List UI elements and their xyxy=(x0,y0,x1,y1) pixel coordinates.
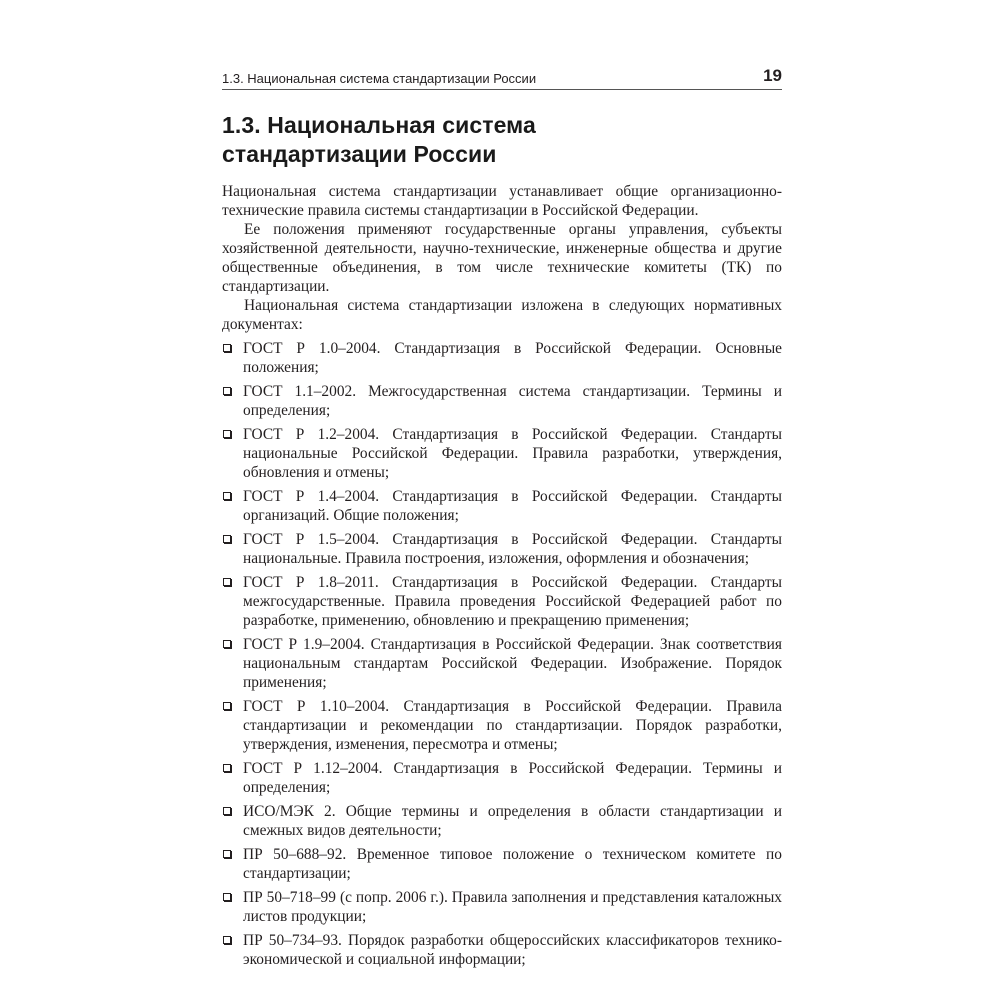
paragraph: Национальная система стандартизации изложена в следующих нормативных документах: xyxy=(222,297,782,333)
list-item xyxy=(222,573,782,630)
book-page xyxy=(222,64,782,969)
list-item xyxy=(222,931,782,969)
list-item xyxy=(222,697,782,754)
list-item-text: ПР 50–688–92. Временное типовое положение о техническом комитете по стандартизации; xyxy=(243,846,782,882)
list-item xyxy=(222,425,782,482)
running-head-title: 1.3. Национальная система стандартизации России xyxy=(222,71,537,86)
checkbox-square-icon xyxy=(223,578,231,586)
list-item xyxy=(222,802,782,840)
list-item-text: ГОСТ Р 1.8–2011. Стандартизация в Российской Федерации. Стандарты межгосударственные. Правила проведения Российской Федерацией работ по разработке, применению, обновлению и прекращению применения; xyxy=(243,574,782,629)
section-heading xyxy=(222,111,782,169)
section-heading-line2: стандартизации России xyxy=(222,141,497,167)
checkbox-square-icon xyxy=(223,764,231,772)
list-item-text: ПР 50–718–99 (с попр. 2006 г.). Правила заполнения и представления каталожных листов продукции; xyxy=(243,889,782,925)
paragraph: Ее положения применяют государственные органы управления, субъекты хозяйственной деятельности, научно-технические, инженерные общества и другие общественные объединения, в том числе технические комитеты (ТК) по стандартизации. xyxy=(222,221,782,295)
checkbox-square-icon xyxy=(223,936,231,944)
checkbox-square-icon xyxy=(223,492,231,500)
list-item xyxy=(222,635,782,692)
list-item-text: ГОСТ Р 1.9–2004. Стандартизация в Российской Федерации. Знак соответствия национальным стандартам Российской Федерации. Изображение. Порядок применения; xyxy=(243,636,782,691)
list-item xyxy=(222,888,782,926)
section-heading-line1: 1.3. Национальная система xyxy=(222,112,536,138)
checkbox-square-icon xyxy=(223,850,231,858)
list-item-text: ГОСТ Р 1.5–2004. Стандартизация в Российской Федерации. Стандарты национальные. Правила построения, изложения, оформления и обозначения; xyxy=(243,531,782,567)
list-item xyxy=(222,487,782,525)
list-item-text: ГОСТ Р 1.2–2004. Стандартизация в Российской Федерации. Стандарты национальные Российской Федерации. Правила разработки, утверждения, обновления и отмены; xyxy=(243,426,782,481)
list-item xyxy=(222,339,782,377)
list-item xyxy=(222,530,782,568)
running-head xyxy=(222,64,782,90)
page-number: 19 xyxy=(763,66,782,85)
checkbox-square-icon xyxy=(223,640,231,648)
list-item xyxy=(222,759,782,797)
list-item xyxy=(222,382,782,420)
list-item-text: ИСО/МЭК 2. Общие термины и определения в области стандартизации и смежных видов деятельности; xyxy=(243,803,782,839)
paragraph: Национальная система стандартизации устанавливает общие организационно-технические правила системы стандартизации в Российской Федерации. xyxy=(222,183,782,219)
normative-documents-list xyxy=(222,339,782,969)
list-item xyxy=(222,845,782,883)
list-item-text: ГОСТ Р 1.10–2004. Стандартизация в Российской Федерации. Правила стандартизации и рекомендации по стандартизации. Порядок разработки, утверждения, изменения, пересмотра и отмены; xyxy=(243,698,782,753)
list-item-text: ГОСТ Р 1.0–2004. Стандартизация в Российской Федерации. Основные положения; xyxy=(243,340,782,376)
checkbox-square-icon xyxy=(223,430,231,438)
checkbox-square-icon xyxy=(223,387,231,395)
checkbox-square-icon xyxy=(223,535,231,543)
list-item-text: ГОСТ Р 1.4–2004. Стандартизация в Российской Федерации. Стандарты организаций. Общие положения; xyxy=(243,488,782,524)
checkbox-square-icon xyxy=(223,893,231,901)
list-item-text: ГОСТ Р 1.12–2004. Стандартизация в Российской Федерации. Термины и определения; xyxy=(243,760,782,796)
list-item-text: ПР 50–734–93. Порядок разработки общероссийских классификаторов технико-экономической и социальной информации; xyxy=(243,932,782,968)
checkbox-square-icon xyxy=(223,807,231,815)
checkbox-square-icon xyxy=(223,702,231,710)
checkbox-square-icon xyxy=(223,344,231,352)
list-item-text: ГОСТ 1.1–2002. Межгосударственная система стандартизации. Термины и определения; xyxy=(243,383,782,419)
